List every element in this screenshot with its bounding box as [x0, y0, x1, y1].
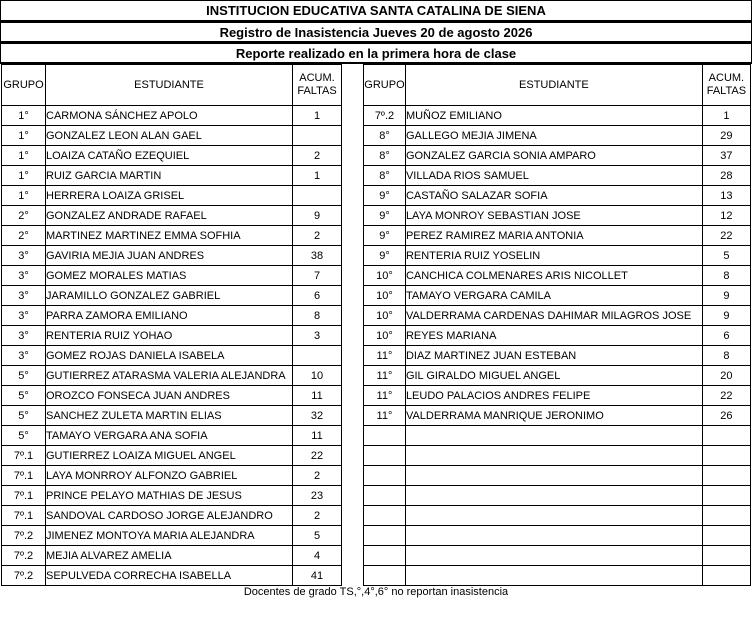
table-row — [364, 386, 751, 406]
table-row — [364, 226, 751, 246]
grupo-cell — [364, 546, 406, 566]
student-name-cell: VILLADA RIOS SAMUEL — [405, 166, 702, 186]
faltas-cell: 6 — [702, 326, 750, 346]
grupo-cell — [364, 466, 406, 486]
table-row — [364, 526, 751, 546]
header-row — [2, 65, 342, 106]
grupo-cell: 1° — [2, 186, 46, 206]
faltas-header-line1: ACUM. — [299, 72, 335, 84]
table-row — [2, 366, 342, 386]
table-row — [2, 286, 342, 306]
faltas-cell: 12 — [702, 206, 750, 226]
student-name-cell: GONZALEZ LEON ALAN GAEL — [46, 126, 293, 146]
faltas-cell: 2 — [293, 466, 342, 486]
table-row — [364, 426, 751, 446]
grupo-cell: 5° — [2, 366, 46, 386]
grupo-cell: 5° — [2, 386, 46, 406]
table-row — [2, 326, 342, 346]
faltas-cell: 1 — [293, 166, 342, 186]
grupo-cell: 9° — [364, 226, 406, 246]
table-row — [2, 306, 342, 326]
faltas-cell: 9 — [702, 306, 750, 326]
table-row — [2, 186, 342, 206]
student-name-cell: CARMONA SÁNCHEZ APOLO — [46, 106, 293, 126]
grupo-cell: 8° — [364, 126, 406, 146]
grupo-cell: 11° — [364, 406, 406, 426]
student-name-cell: LAYA MONROY SEBASTIAN JOSE — [405, 206, 702, 226]
student-name-cell: LAYA MONRROY ALFONZO GABRIEL — [46, 466, 293, 486]
student-name-cell: DIAZ MARTINEZ JUAN ESTEBAN — [405, 346, 702, 366]
student-name-cell: GONZALEZ ANDRADE RAFAEL — [46, 206, 293, 226]
student-name-cell: SEPULVEDA CORRECHA ISABELLA — [46, 566, 293, 586]
table-row — [364, 206, 751, 226]
grupo-cell — [364, 426, 406, 446]
grupo-cell: 1° — [2, 106, 46, 126]
table-row — [2, 266, 342, 286]
student-name-cell: GAVIRIA MEJIA JUAN ANDRES — [46, 246, 293, 266]
faltas-cell: 3 — [293, 326, 342, 346]
student-name-cell: OROZCO FONSECA JUAN ANDRES — [46, 386, 293, 406]
faltas-cell: 26 — [702, 406, 750, 426]
student-name-cell: GOMEZ ROJAS DANIELA ISABELA — [46, 346, 293, 366]
table-row — [2, 346, 342, 366]
student-name-cell: MARTINEZ MARTINEZ EMMA SOFHIA — [46, 226, 293, 246]
grupo-cell: 3° — [2, 346, 46, 366]
student-name-cell — [405, 506, 702, 526]
student-name-cell: GUTIERREZ LOAIZA MIGUEL ANGEL — [46, 446, 293, 466]
attendance-table-right — [363, 64, 751, 586]
faltas-cell — [702, 526, 750, 546]
grupo-cell: 3° — [2, 266, 46, 286]
student-name-cell: HERRERA LOAIZA GRISEL — [46, 186, 293, 206]
table-row — [2, 146, 342, 166]
table-row — [364, 286, 751, 306]
faltas-cell: 8 — [293, 306, 342, 326]
student-name-cell: RENTERIA RUIZ YOSELIN — [405, 246, 702, 266]
table-row — [364, 246, 751, 266]
table-row — [364, 306, 751, 326]
grupo-cell: 7º.1 — [2, 466, 46, 486]
faltas-cell: 20 — [702, 366, 750, 386]
grupo-cell — [364, 446, 406, 466]
grupo-cell: 1° — [2, 146, 46, 166]
faltas-cell: 9 — [293, 206, 342, 226]
faltas-cell — [293, 346, 342, 366]
faltas-cell: 2 — [293, 506, 342, 526]
student-name-cell: GIL GIRALDO MIGUEL ANGEL — [405, 366, 702, 386]
faltas-cell: 5 — [702, 246, 750, 266]
table-row — [2, 246, 342, 266]
institution-title: INSTITUCION EDUCATIVA SANTA CATALINA DE SIENA — [0, 0, 752, 21]
student-name-cell: LEUDO PALACIOS ANDRES FELIPE — [405, 386, 702, 406]
student-name-cell: LOAIZA CATAÑO EZEQUIEL — [46, 146, 293, 166]
faltas-cell: 5 — [293, 526, 342, 546]
student-name-cell: RUIZ GARCIA MARTIN — [46, 166, 293, 186]
grupo-cell: 5° — [2, 426, 46, 446]
table-row — [2, 466, 342, 486]
student-name-cell — [405, 486, 702, 506]
student-name-cell: GONZALEZ GARCIA SONIA AMPARO — [405, 146, 702, 166]
grupo-cell: 3° — [2, 286, 46, 306]
table-row — [2, 426, 342, 446]
grupo-cell: 2° — [2, 226, 46, 246]
grupo-cell — [364, 526, 406, 546]
table-row — [364, 166, 751, 186]
grupo-cell: 1° — [2, 166, 46, 186]
student-name-cell: GALLEGO MEJIA JIMENA — [405, 126, 702, 146]
faltas-header — [293, 65, 342, 106]
grupo-cell: 3° — [2, 306, 46, 326]
table-row — [364, 446, 751, 466]
student-name-cell: VALDERRAMA CARDENAS DAHIMAR MILAGROS JOSE — [405, 306, 702, 326]
faltas-cell: 22 — [702, 386, 750, 406]
attendance-table-left — [1, 64, 342, 586]
table-row — [364, 346, 751, 366]
grupo-cell: 5° — [2, 406, 46, 426]
grupo-cell: 9° — [364, 186, 406, 206]
grupo-cell: 7º.2 — [364, 106, 406, 126]
table-row — [364, 366, 751, 386]
table-row — [364, 106, 751, 126]
faltas-header-line2: FALTAS — [706, 85, 747, 97]
student-name-cell: CANCHICA COLMENARES ARIS NICOLLET — [405, 266, 702, 286]
table-row — [2, 406, 342, 426]
table-row — [2, 106, 342, 126]
student-name-cell: VALDERRAMA MANRIQUE JERONIMO — [405, 406, 702, 426]
footer-note: Docentes de grado TS,°,4°,6° no reportan inasistencia — [243, 586, 509, 598]
student-name-cell: SANCHEZ ZULETA MARTIN ELIAS — [46, 406, 293, 426]
table-row — [2, 486, 342, 506]
student-name-cell: TAMAYO VERGARA CAMILA — [405, 286, 702, 306]
student-name-cell: RENTERIA RUIZ YOHAO — [46, 326, 293, 346]
grupo-cell: 10° — [364, 266, 406, 286]
faltas-cell: 32 — [293, 406, 342, 426]
table-row — [364, 546, 751, 566]
grupo-cell: 10° — [364, 326, 406, 346]
table-row — [2, 386, 342, 406]
faltas-cell: 1 — [293, 106, 342, 126]
faltas-cell: 8 — [702, 346, 750, 366]
table-row — [2, 126, 342, 146]
faltas-cell: 9 — [702, 286, 750, 306]
faltas-cell: 28 — [702, 166, 750, 186]
faltas-cell: 37 — [702, 146, 750, 166]
student-name-cell — [405, 526, 702, 546]
faltas-cell: 10 — [293, 366, 342, 386]
faltas-cell: 38 — [293, 246, 342, 266]
student-name-cell: PARRA ZAMORA EMILIANO — [46, 306, 293, 326]
grupo-cell: 8° — [364, 146, 406, 166]
grupo-cell: 3° — [2, 326, 46, 346]
student-name-cell: PRINCE PELAYO MATHIAS DE JESUS — [46, 486, 293, 506]
grupo-header: GRUPO — [2, 65, 46, 106]
faltas-cell — [702, 546, 750, 566]
grupo-cell: 9° — [364, 206, 406, 226]
grupo-cell: 1° — [2, 126, 46, 146]
faltas-cell — [702, 426, 750, 446]
grupo-cell — [364, 506, 406, 526]
faltas-cell: 29 — [702, 126, 750, 146]
faltas-cell: 8 — [702, 266, 750, 286]
table-row — [2, 506, 342, 526]
student-name-cell: REYES MARIANA — [405, 326, 702, 346]
table-row — [364, 466, 751, 486]
faltas-cell — [293, 186, 342, 206]
faltas-header-line2: FALTAS — [297, 85, 337, 97]
student-name-cell — [405, 546, 702, 566]
student-name-cell: TAMAYO VERGARA ANA SOFIA — [46, 426, 293, 446]
grupo-cell: 7º.2 — [2, 526, 46, 546]
faltas-cell — [293, 126, 342, 146]
student-name-cell — [405, 426, 702, 446]
faltas-cell: 22 — [702, 226, 750, 246]
table-row — [2, 206, 342, 226]
faltas-cell: 2 — [293, 226, 342, 246]
table-row — [364, 146, 751, 166]
grupo-header: GRUPO — [364, 65, 406, 106]
table-row — [364, 126, 751, 146]
table-row — [2, 546, 342, 566]
faltas-cell: 2 — [293, 146, 342, 166]
faltas-cell: 22 — [293, 446, 342, 466]
grupo-cell: 9° — [364, 246, 406, 266]
faltas-cell: 11 — [293, 426, 342, 446]
faltas-cell — [702, 486, 750, 506]
student-name-cell: GOMEZ MORALES MATIAS — [46, 266, 293, 286]
grupo-cell: 10° — [364, 306, 406, 326]
grupo-cell: 11° — [364, 346, 406, 366]
faltas-cell: 4 — [293, 546, 342, 566]
faltas-header — [702, 65, 750, 106]
grupo-cell: 7º.1 — [2, 446, 46, 466]
table-row — [364, 506, 751, 526]
grupo-cell: 8° — [364, 166, 406, 186]
faltas-cell: 7 — [293, 266, 342, 286]
grupo-cell: 7º.2 — [2, 546, 46, 566]
faltas-cell — [702, 466, 750, 486]
faltas-cell: 6 — [293, 286, 342, 306]
faltas-cell: 13 — [702, 186, 750, 206]
table-row — [2, 226, 342, 246]
table-row — [2, 446, 342, 466]
faltas-cell: 11 — [293, 386, 342, 406]
grupo-cell: 11° — [364, 366, 406, 386]
student-name-cell — [405, 446, 702, 466]
faltas-cell: 1 — [702, 106, 750, 126]
table-row — [364, 326, 751, 346]
faltas-cell: 23 — [293, 486, 342, 506]
faltas-cell: 41 — [293, 566, 342, 586]
table-row — [364, 266, 751, 286]
student-name-cell: GUTIERREZ ATARASMA VALERIA ALEJANDRA — [46, 366, 293, 386]
table-row — [364, 406, 751, 426]
header-row — [364, 65, 751, 106]
table-row — [2, 166, 342, 186]
faltas-cell — [702, 506, 750, 526]
grupo-cell: 11° — [364, 386, 406, 406]
grupo-cell — [364, 486, 406, 506]
student-name-cell: SANDOVAL CARDOSO JORGE ALEJANDRO — [46, 506, 293, 526]
grupo-cell: 2° — [2, 206, 46, 226]
grupo-cell: 3° — [2, 246, 46, 266]
table-row — [364, 186, 751, 206]
student-name-cell: JIMENEZ MONTOYA MARIA ALEJANDRA — [46, 526, 293, 546]
estudiante-header: ESTUDIANTE — [46, 65, 293, 106]
grupo-cell: 7º.1 — [2, 506, 46, 526]
student-name-cell: MEJIA ALVAREZ AMELIA — [46, 546, 293, 566]
grupo-cell: 7º.2 — [2, 566, 46, 586]
student-name-cell: MUÑOZ EMILIANO — [405, 106, 702, 126]
table-row — [364, 486, 751, 506]
student-name-cell: CASTAÑO SALAZAR SOFIA — [405, 186, 702, 206]
faltas-header-line1: ACUM. — [708, 72, 745, 84]
faltas-cell — [702, 446, 750, 466]
student-name-cell: JARAMILLO GONZALEZ GABRIEL — [46, 286, 293, 306]
table-row — [2, 526, 342, 546]
grupo-cell: 7º.1 — [2, 486, 46, 506]
student-name-cell — [405, 466, 702, 486]
student-name-cell: PEREZ RAMIREZ MARIA ANTONIA — [405, 226, 702, 246]
registry-title: Registro de Inasistencia Jueves 20 de agosto 2026 — [0, 21, 752, 42]
estudiante-header: ESTUDIANTE — [405, 65, 702, 106]
report-subtitle: Reporte realizado en la primera hora de clase — [0, 42, 752, 64]
grupo-cell: 10° — [364, 286, 406, 306]
